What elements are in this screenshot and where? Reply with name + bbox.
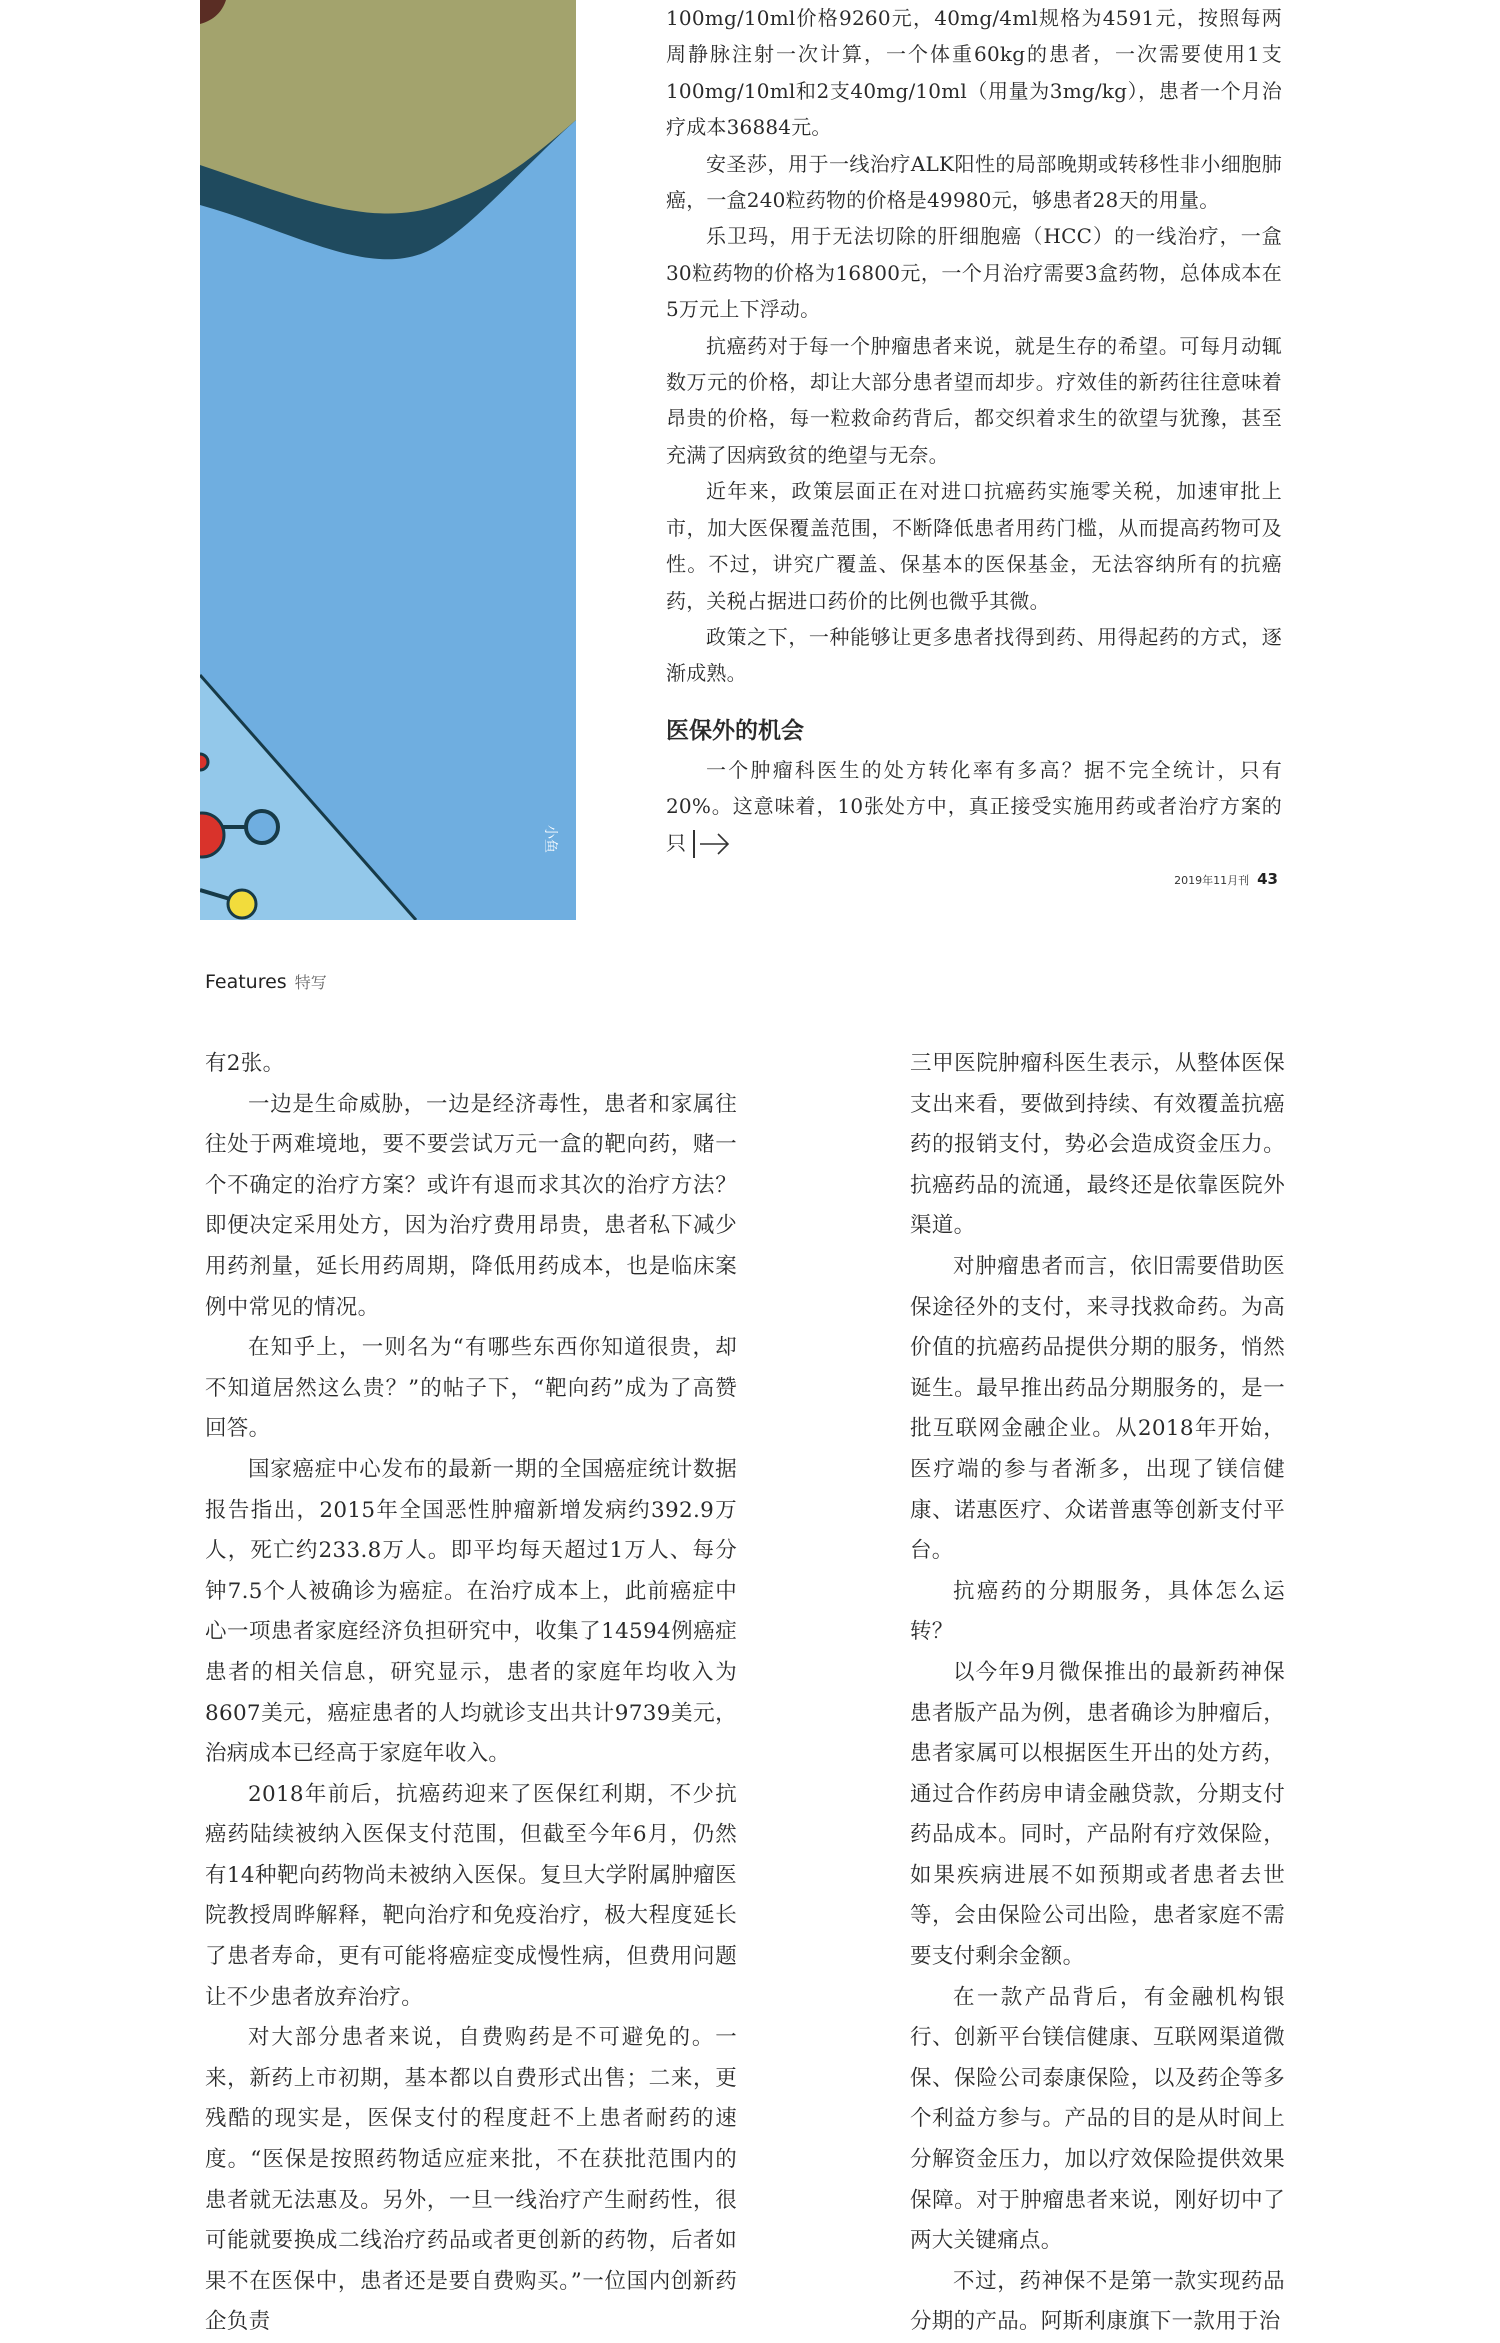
section-header (205, 970, 327, 993)
paragraph: 一边是生命威胁，一边是经济毒性，患者和家属往往处于两难境地，要不要尝试万元一盒的靶向药，赌一个不确定的治疗方案？或许有退而求其次的治疗方法？即便决定采用处方，因为治疗费用昂贵，患者私下减少用药剂量，延长用药周期，降低用药成本，也是临床案例中常见的情况。 (205, 1091, 737, 1320)
illustration-vertical-label: 小鱼 (542, 825, 558, 853)
section-label-zh: 特写 (294, 973, 327, 992)
paragraph: 安圣莎，用于一线治疗ALK阳性的局部晚期或转移性非小细胞肺癌，一盒240粒药物的价格是49980元，够患者28天的用量。 (666, 151, 1282, 213)
paragraph: 在知乎上，一则名为“有哪些东西你知道很贵，却不知道居然这么贵？”的帖子下，“靶向药”成为了高赞回答。 (205, 1335, 737, 1442)
paragraph: 2018年前后，抗癌药迎来了医保红利期，不少抗癌药陆续被纳入医保支付范围，但截至今年6月，仍然有14种靶向药物尚未被纳入医保。复旦大学附属肿瘤医院教授周晔解释，靶向治疗和免疫治疗，极大程度延长了患者寿命，更有可能将癌症变成慢性病，但费用问题让不少患者放弃治疗。 (205, 1781, 737, 2010)
right-column (910, 1044, 1285, 2343)
paragraph: 100mg/10ml价格9260元，40mg/4ml规格为4591元，按照每两周静脉注射一次计算，一个体重60kg的患者，一次需要使用1支100mg/10ml和2支40mg/10ml（用量为3mg/kg），患者一个月治疗成本36884元。 (666, 6, 1282, 140)
molecule-edge-atom-top (200, 754, 208, 770)
left-column (205, 1044, 737, 2343)
paragraph: 抗癌药的分期服务，具体怎么运转？ (910, 1578, 1285, 1645)
paragraph: 在一款产品背后，有金融机构银行、创新平台镁信健康、互联网渠道微保、保险公司泰康保险，以及药企等多个利益方参与。产品的目的是从时间上分解资金压力，加以疗效保险提供效果保障。对于肿瘤患者来说，刚好切中了两大关键痛点。 (910, 1984, 1285, 2254)
paragraph: 以今年9月微保推出的最新药神保患者版产品为例，患者确诊为肿瘤后，患者家属可以根据医生开出的处方药，通过合作药房申请金融贷款，分期支付药品成本。同时，产品附有疗效保险，如果疾病进展不如预期或者患者去世等，会由保险公司出险，患者家庭不需要支付剩余金额。 (910, 1659, 1285, 1970)
paragraph: 乐卫玛，用于无法切除的肝细胞癌（HCC）的一线治疗，一盒30粒药物的价格为16800元，一个月治疗需要3盒药物，总体成本在5万元上下浮动。 (666, 224, 1282, 322)
top-paragraphs (666, 0, 1282, 692)
paragraph: 政策之下，一种能够让更多患者找得到药、用得起药的方式，逐渐成熟。 (666, 624, 1282, 686)
molecule-yellow-atom (228, 890, 256, 918)
paragraph: 对大部分患者来说，自费购药是不可避免的。一来，新药上市初期，基本都以自费形式出售；二来，更残酷的现实是，医保支付的程度赶不上患者耐药的速度。“医保是按照药物适应症来批，不在获批范围内的患者就无法惠及。另外，一旦一线治疗产生耐药性，很可能就要换成二线治疗药品或者更创新的药物，后者如果不在医保中，患者还是要自费购买。”一位国内创新药企负责 (205, 2025, 737, 2335)
folio-date: 2019年11月刊 (1174, 874, 1250, 887)
top-page-column (666, 0, 1282, 861)
paragraph: 不过，药神保不是第一款实现药品分期的产品。阿斯利康旗下一款用于治 (910, 2268, 1285, 2335)
folio (1174, 870, 1278, 888)
continue-arrow-icon (692, 828, 732, 860)
paragraph: 国家癌症中心发布的最新一期的全国癌症统计数据报告指出，2015年全国恶性肿瘤新增发病约392.9万人，死亡约233.8万人。即平均每天超过1万人、每分钟7.5个人被确诊为癌症。在治疗成本上，此前癌症中心一项患者家庭经济负担研究中，收集了14594例癌症患者的相关信息，研究显示，患者的家庭年均收入为8607美元，癌症患者的人均就诊支出共计9739美元，治病成本已经高于家庭年收入。 (205, 1456, 737, 1767)
abstract-illustration (200, 0, 576, 920)
section-heading: 医保外的机会 (666, 717, 804, 744)
molecule-blue-atom (246, 811, 278, 843)
paragraph: 有2张。 (205, 1051, 285, 1076)
page-number: 43 (1257, 870, 1278, 888)
paragraph: 对肿瘤患者而言，依旧需要借助医保途径外的支付，来寻找救命药。为高价值的抗癌药品提供分期的服务，悄然诞生。最早推出药品分期服务的，是一批互联网金融企业。从2018年开始，医疗端的参与者渐多，出现了镁信健康、诺惠医疗、众诺普惠等创新支付平台。 (910, 1253, 1285, 1564)
section-paragraph-text: 一个肿瘤科医生的处方转化率有多高？据不完全统计，只有20%。这意味着，10张处方中，真正接受实施用药或者治疗方案的只 (666, 757, 1282, 855)
section-label-en: Features (205, 971, 287, 993)
paragraph: 抗癌药对于每一个肿瘤患者来说，就是生存的希望。可每月动辄数万元的价格，却让大部分患者望而却步。疗效佳的新药往往意味着昂贵的价格，每一粒救命药背后，都交织着求生的欲望与犹豫，甚至充满了因病致贫的绝望与无奈。 (666, 333, 1282, 467)
paragraph: 近年来，政策层面正在对进口抗癌药实施零关税，加速审批上市，加大医保覆盖范围，不断降低患者用药门槛，从而提高药物可及性。不过，讲究广覆盖、保基本的医保基金，无法容纳所有的抗癌药，关税占据进口药价的比例也微乎其微。 (666, 479, 1282, 613)
section-paragraph (666, 752, 1282, 861)
paragraph: 三甲医院肿瘤科医生表示，从整体医保支出来看，要做到持续、有效覆盖抗癌药的报销支付，势必会造成资金压力。抗癌药品的流通，最终还是依靠医院外渠道。 (910, 1051, 1285, 1239)
